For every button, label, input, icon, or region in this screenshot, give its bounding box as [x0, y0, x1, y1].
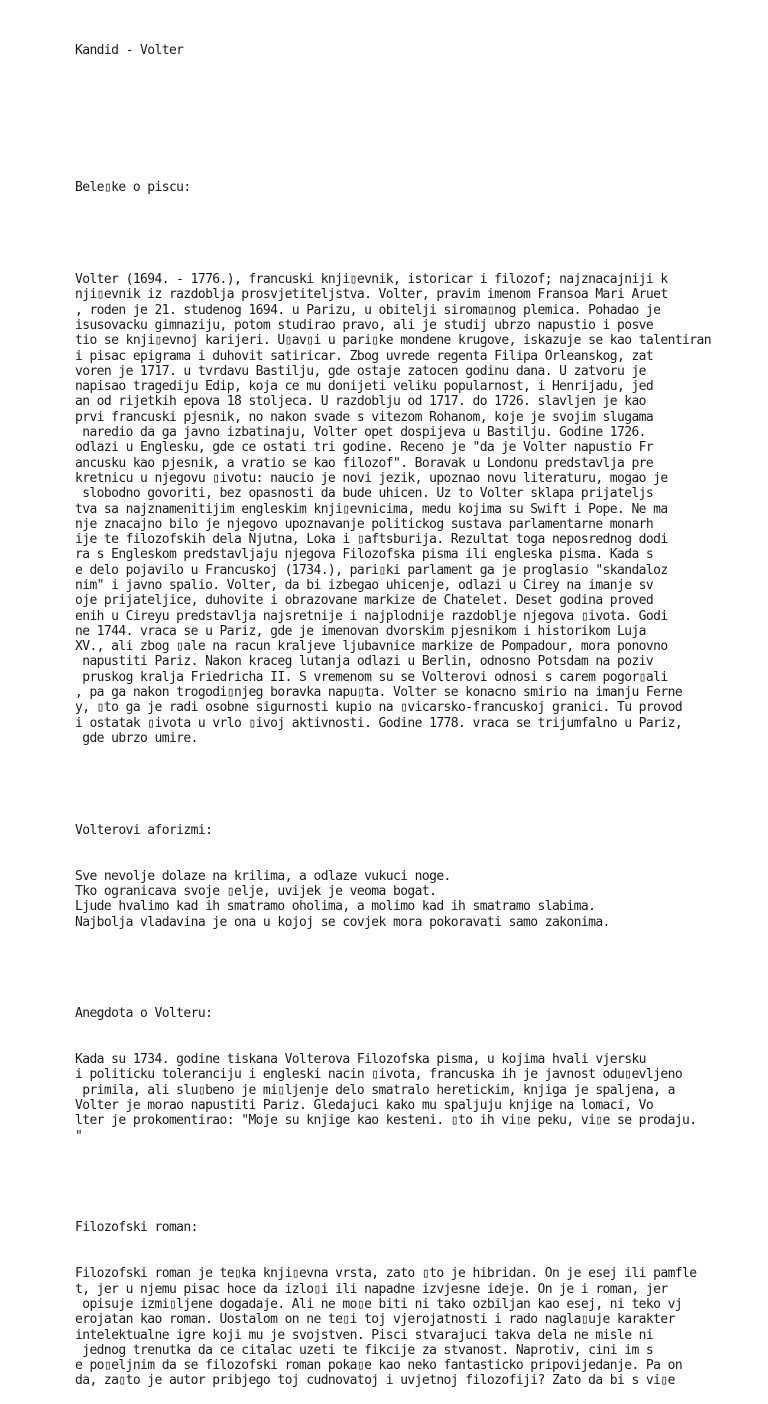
text-line: ije te filozofskih dela Njutna, Loka i ▯aftsburija. Rezultat toga neposrednog dodi: [75, 532, 668, 548]
text-line: oje prijateljice, duhovite i obrazovane markize de Chatelet. Deset godina proved: [75, 593, 654, 609]
text-line: t, jer u njemu pisac hoce da izlo▯i ili napadne izvjesne ideje. On je i roman, jer: [75, 1281, 668, 1297]
text-line: isusovacku gimnaziju, potom studirao pravo, ali je studij ubrzo napustio i posve: [75, 317, 654, 333]
text-line: y, ▯to ga je radi osobne sigurnosti kupio na ▯vicarsko-francuskoj granici. Tu provod: [75, 700, 683, 716]
text-line: primila, ali slu▯beno je mi▯ljenje delo smatralo heretickim, knjiga je spaljena, a: [75, 1082, 675, 1098]
text-line: naredio da ga javno izbatinaju, Volter opet dospijeva u Bastilju. Godine 1726.: [75, 425, 646, 441]
text-line: slobodno govoriti, bez opasnosti da bude uhicen. Uz to Volter sklapa prijateljs: [75, 486, 654, 502]
text-line: ra s Engleskom predstavljaju njegova Filozofska pisma ili engleska pisma. Kada s: [75, 547, 654, 563]
text-line: Volter je morao napustiti Pariz. Gledajuci kako mu spaljuju knjige na lomaci, Vo: [75, 1098, 654, 1114]
text-line: ne 1744. vraca se u Pariz, gde je imenovan dvorskim pjesnikom i historikom Luja: [75, 623, 646, 639]
text-line: e delo pojavilo u Francuskoj (1734.), pari▯ki parlament ga je proglasio "skandaloz: [75, 562, 668, 578]
text-line: Filozofski roman je te▯ka knji▯evna vrsta, zato ▯to je hibridan. On je esej ili pamfle: [75, 1266, 697, 1282]
text-line: opisuje izmi▯ljene dogadaje. Ali ne mo▯e biti ni tako ozbiljan kao esej, ni teko vj: [75, 1296, 683, 1312]
text-line: , roden je 21. studenog 1694. u Parizu, u obitelji siroma▯nog plemica. Pohadao je: [75, 302, 661, 318]
text-line: intelektualne igre koji mu je svojstven. Pisci stvarajuci takva dela ne misle ni: [75, 1327, 654, 1343]
text-line: Sve nevolje dolaze na krilima, a odlaze vukuci noge.: [75, 868, 451, 884]
text-line: nji▯evnik iz razdoblja prosvjetiteljstva. Volter, pravim imenom Fransoa Mari Aruet: [75, 287, 668, 303]
spacer: [75, 777, 755, 792]
text-line: nje znacajno bilo je njegovo upoznavanje politickog sustava parlamentarne monarh: [75, 516, 654, 532]
document-page: [75, 12, 755, 1404]
text-line: da, za▯to je autor pribjego toj cudnovatoj i uvjetnoj filozofiji? Zato da bi s vi▯e: [75, 1373, 675, 1389]
text-line: kretnicu u njegovu ▯ivotu: naucio je novi jezik, upoznao novu literaturu, mogao je: [75, 470, 668, 486]
text-line: napustiti Pariz. Nakon kraceg lutanja odlazi u Berlin, odnosno Potsdam na poziv: [75, 654, 654, 670]
text-line: voren je 1717. u tvrdavu Bastilju, gde ostaje zatocen godinu dana. U zatvoru je: [75, 363, 646, 379]
text-line: Volter (1694. - 1776.), francuski knji▯evnik, istoricar i filozof; najznacajniji k: [75, 272, 668, 288]
text-line: tva sa najznamenitijim engleskim knji▯evnicima, medu kojima su Swift i Pope. Ne ma: [75, 501, 668, 517]
spacer: [75, 1175, 755, 1190]
bio-paragraph: [75, 272, 755, 746]
roman-paragraph: [75, 1266, 755, 1388]
text-line: an od rijetkih epova 18 stoljeca. U razdoblju od 1717. do 1726. slavljen je kao: [75, 394, 646, 410]
aphorisms-paragraph: [75, 869, 755, 930]
text-line: Tko ogranicava svoje ▯elje, uvijek je veoma bogat.: [75, 883, 437, 899]
spacer: [75, 226, 755, 241]
text-line: XV., ali zbog ▯ale na racun kraljeve ljubavnice markize de Pompadour, mora ponovno: [75, 639, 668, 655]
text-line: lter je prokomentirao: "Moje su knjige kao kesteni. ▯to ih vi▯e peku, vi▯e se prodaju.: [75, 1113, 697, 1129]
text-line: jednog trenutka da ce citalac uzeti te fikcije za stvanost. Naprotiv, cini im s: [75, 1342, 654, 1358]
text-line: gde ubrzo umire.: [75, 730, 198, 746]
text-line: prvi francuski pjesnik, no nakon svade s vitezom Rohanom, koje je svojim slugama: [75, 409, 654, 425]
text-line: , pa ga nakon trogodi▯njeg boravka napu▯ta. Volter se konacno smirio na imanju Ferne: [75, 685, 683, 701]
text-line: erojatan kao roman. Uostalom on ne te▯i toj vjerojatnosti i rado nagla▯uje karakter: [75, 1312, 675, 1328]
text-line: Kada su 1734. godine tiskana Volterova Filozofska pisma, u kojima hvali vjersku: [75, 1052, 646, 1068]
section-heading-roman: Filozofski roman:: [75, 1220, 198, 1236]
section-heading-aphorisms: Volterovi aforizmi:: [75, 822, 213, 838]
text-line: ": [75, 1128, 83, 1144]
text-line: tio se knji▯evnoj karijeri. U▯av▯i u pari▯ke mondene krugove, iskazuje se kao talentiran: [75, 333, 711, 349]
text-line: odlazi u Englesku, gde ce ostati tri godine. Receno je "da je Volter napustio Fr: [75, 440, 654, 456]
text-line: nim" i javno spalio. Volter, da bi izbegao uhicenje, odlazi u Cirey na imanje sv: [75, 577, 654, 593]
text-line: i pisac epigrama i duhovit satiricar. Zbog uvrede regenta Filipa Orleanskog, zat: [75, 348, 654, 364]
spacer: [75, 960, 755, 975]
text-line: Najbolja vladavina je ona u kojoj se covjek mora pokoravati samo zakonima.: [75, 914, 610, 930]
text-line: i politicku toleranciju i engleski nacin ▯ivota, francuska ih je javnost odu▯evljeno: [75, 1067, 683, 1083]
text-line: napisao tragediju Edip, koja ce mu donijeti veliku popularnost, i Henrijadu, jed: [75, 379, 654, 395]
text-line: enih u Cireyu predstavlja najsretnije i najplodnije razdoblje njegova ▯ivota. Godi: [75, 608, 668, 624]
section-heading-bio: Bele▯ke o piscu:: [75, 180, 191, 196]
text-line: Ljude hvalimo kad ih smatramo oholima, a molimo kad ih smatramo slabima.: [75, 899, 596, 915]
anecdote-paragraph: [75, 1052, 755, 1144]
spacer: [75, 88, 755, 103]
section-heading-anecdote: Anegdota o Volteru:: [75, 1006, 213, 1022]
spacer: [75, 134, 755, 149]
text-line: e po▯eljnim da se filozofski roman poka▯e kao neko fantasticko pripovijedanje. Pa on: [75, 1358, 683, 1374]
text-line: pruskog kralja Friedricha II. S vremenom su se Volterovi odnosi s carem pogor▯ali: [75, 669, 668, 685]
text-line: ancusku kao pjesnik, a vratio se kao filozof". Boravak u Londonu predstavlja pre: [75, 455, 654, 471]
document-title: Kandid - Volter: [75, 42, 184, 58]
text-line: i ostatak ▯ivota u vrlo ▯ivoj aktivnosti. Godine 1778. vraca se trijumfalno u Pariz,: [75, 715, 683, 731]
